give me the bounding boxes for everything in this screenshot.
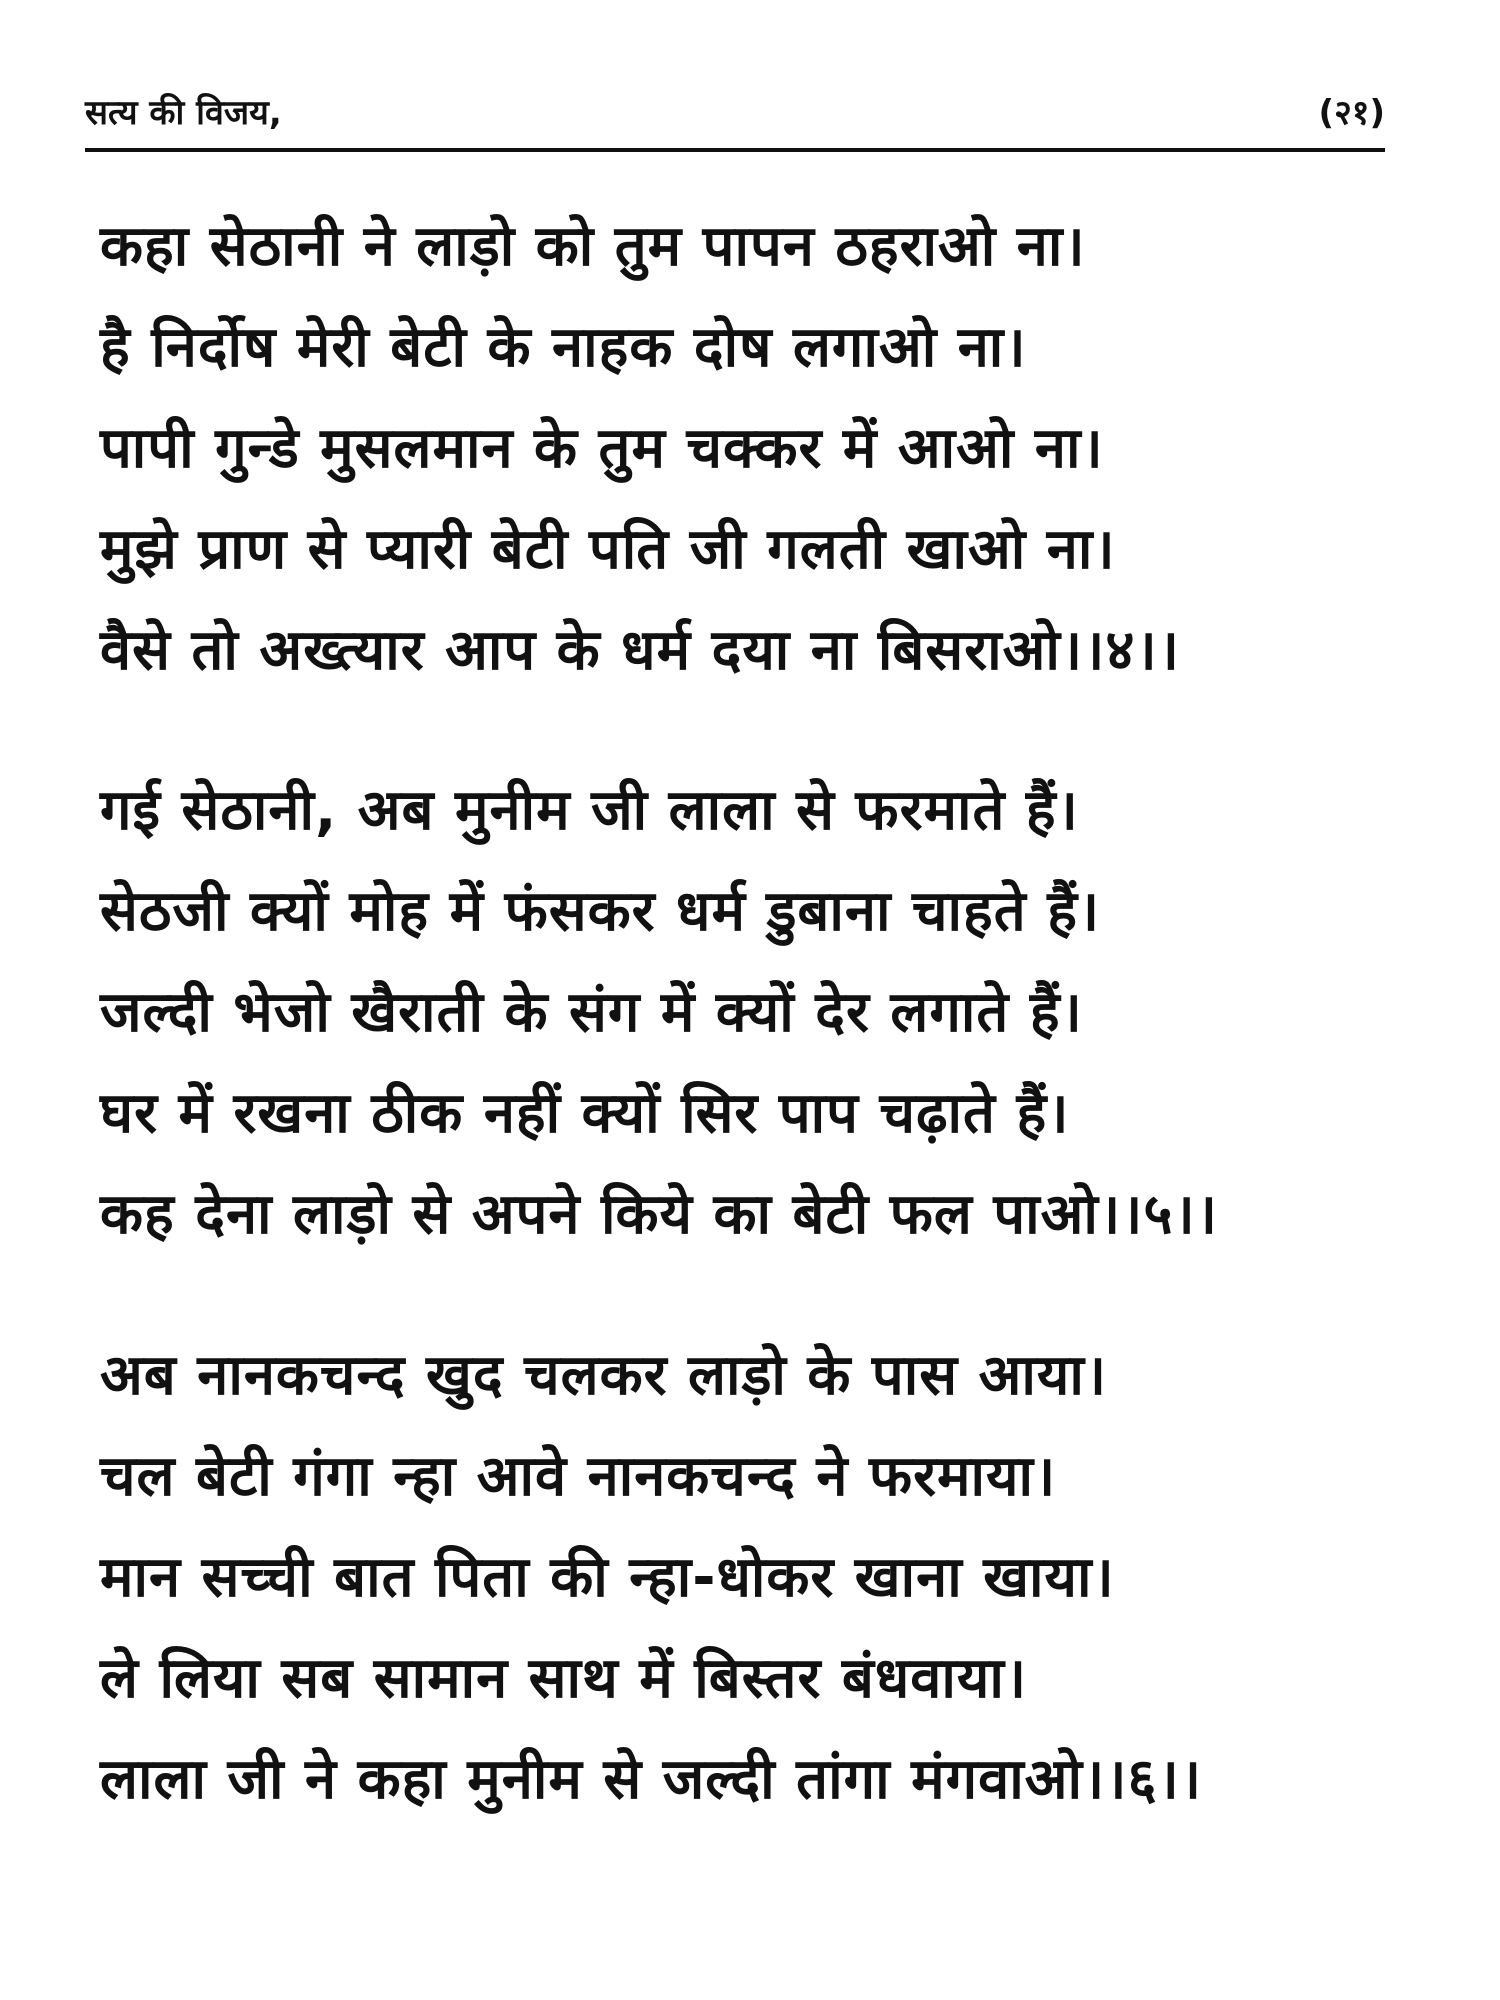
verse-line: पापी गुन्डे मुसलमान के तुम चक्कर में आओ ना।	[100, 416, 1104, 481]
verse-line: कहा सेठानी ने लाड़ो को तुम पापन ठहराओ ना।	[100, 214, 1086, 279]
page-number: (२१)	[1318, 93, 1385, 133]
verse-line: जल्दी भेजो खैराती के संग में क्यों देर लगाते हैं।	[100, 980, 1083, 1045]
book-title: सत्य की विजय,	[85, 93, 282, 133]
verse-line: लाला जी ने कहा मुनीम से जल्दी तांगा मंगवाओ।।६।।	[100, 1747, 1203, 1812]
verse-line: कह देना लाड़ो से अपने किये का बेटी फल पाओ।।५।।	[100, 1182, 1218, 1247]
verse-line: वैसे तो अख्त्यार आप के धर्म दया ना बिसराओ।।४।।	[100, 618, 1180, 683]
verse-line: गई सेठानी, अब मुनीम जी लाला से फरमाते हैं।	[100, 778, 1079, 843]
verse-line: सेठजी क्यों मोह में फंसकर धर्म डुबाना चाहते हैं।	[100, 879, 1101, 944]
stanza-4	[100, 196, 1420, 701]
verse-line: मुझे प्राण से प्यारी बेटी पति जी गलती खाओ ना।	[100, 517, 1116, 582]
verse-line: ले लिया सब सामान साथ में बिस्तर बंधवाया।	[100, 1646, 1028, 1711]
verse-line: मान सच्ची बात पिता की न्हा-धोकर खाना खाया।	[100, 1545, 1115, 1610]
verse-line: है निर्दोष मेरी बेटी के नाहक दोष लगाओ ना।	[100, 315, 1027, 380]
stanza-6	[100, 1325, 1420, 1830]
header-rule	[85, 148, 1385, 152]
verse-line: अब नानकचन्द खुद चलकर लाड़ो के पास आया।	[100, 1343, 1108, 1408]
verse-line: चल बेटी गंगा न्हा आवे नानकचन्द ने फरमाया।	[100, 1444, 1057, 1509]
running-header	[85, 88, 1385, 138]
verse-line: घर में रखना ठीक नहीं क्यों सिर पाप चढ़ाते हैं।	[100, 1081, 1070, 1146]
stanza-5	[100, 760, 1420, 1265]
